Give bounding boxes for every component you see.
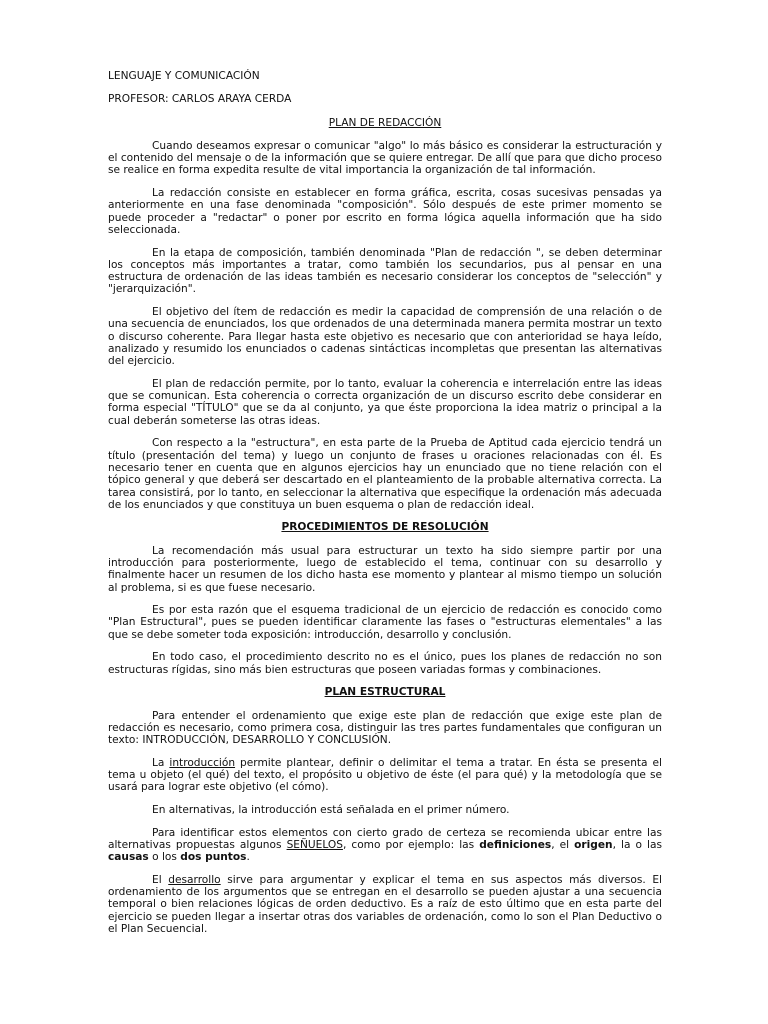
paragraph: Para entender el ordenamiento que exige este plan de redacción que exige este plan de redacción es necesario, como primera cosa, distinguir las tres partes fundamentales que configuran un texto: INTRODUCCIÓN, DESARROLLO Y CONCLUSIÓN.	[108, 709, 662, 747]
course-label: LENGUAJE Y COMUNICACIÓN	[108, 70, 260, 82]
section-heading-text: PROCEDIMIENTOS DE RESOLUCIÓN	[281, 521, 489, 534]
paragraph: La redacción consiste en establecer en forma gráfica, escrita, cosas sucesivas pensadas ya anteriormente en una fase denominada "composición". Sólo después de este primer momento se puede proceder a "redactar" o poner por escrito en forma lógica aquella información que ha sido seleccionada.	[108, 187, 662, 236]
section-heading-text: PLAN ESTRUCTURAL	[324, 686, 446, 699]
paragraph: En todo caso, el procedimiento descrito no es el único, pues los planes de redacción no son estructuras rígidas, sino más bien estructuras que poseen variadas formas y combinaciones.	[108, 651, 662, 676]
text-fragment: , como por ejemplo: las	[342, 838, 480, 851]
document-title	[108, 117, 662, 129]
text-fragment: El	[152, 873, 169, 886]
text-fragment: .	[246, 851, 250, 864]
text-fragment: o los	[148, 851, 181, 864]
text-fragment: sirve para argumentar y explicar el tema en sus aspectos más diversos. El ordenamiento de los argumentos que se entregan en el desarrollo se pueden ajustar a una secuencia temporal o bien relaciones lógicas de orden deductivo. Es a raíz de esto último que en esta parte del ejercicio se pueden llegar a insertar otras dos variables de ordenación, como lo son el Plan Deductivo o el Plan Secuencial.	[108, 873, 662, 935]
paragraph-senuelos	[108, 827, 662, 864]
document-title-text: PLAN DE REDACCIÓN	[328, 116, 442, 129]
term-senuelos: SEÑUELOS	[286, 838, 343, 851]
text-fragment: permite plantear, definir o delimitar el tema a tratar. En ésta se presenta el tema u objeto (el qué) del texto, el propósito u objetivo de éste (el para qué) y la metodología que se usará para lograr este objetivo (el cómo).	[108, 756, 663, 794]
section-heading-plan-estructural	[108, 686, 662, 698]
section-heading-procedimientos	[108, 521, 662, 533]
paragraph-desarrollo	[108, 874, 662, 935]
text-fragment: , el	[551, 838, 575, 851]
term-definiciones: definiciones	[479, 838, 552, 851]
paragraph: Cuando deseamos expresar o comunicar "algo" lo más básico es considerar la estructuración y el contenido del mensaje o de la información que se quiere entregar. De allí que para que dicho proceso se realice en forma expedita resulte de vital importancia la organización de tal información.	[108, 139, 662, 177]
paragraph: Con respecto a la "estructura", en esta parte de la Prueba de Aptitud cada ejercicio tendrá un título (presentación del tema) y luego un conjunto de frases u oraciones relacionadas con él. Es necesario tener en cuenta que en algunos ejercicios hay un enunciado que no tiene relación con el tópico general y que deberá ser descartado en el planteamiento de la probable alternativa correcta. La tarea consistirá, por lo tanto, en seleccionar la alternativa que especifique la ordenación más adecuada de los enunciados y que constituya un buen esquema o plan de redacción ideal.	[108, 437, 662, 511]
paragraph: Es por esta razón que el esquema tradicional de un ejercicio de redacción es conocido como "Plan Estructural", pues se pueden identificar claramente las fases o "estructuras elementales" a las que se debe someter toda exposición: introducción, desarrollo y conclusión.	[108, 604, 662, 641]
term-desarrollo: desarrollo	[168, 873, 221, 886]
text-fragment: La	[152, 756, 170, 769]
term-origen: origen	[574, 838, 613, 851]
paragraph: El plan de redacción permite, por lo tanto, evaluar la coherencia e interrelación entre las ideas que se comunican. Esta coherencia o correcta organización de un discurso escrito debe considerar en forma especial "TÍTULO" que se da al conjunto, ya que éste proporciona la idea matriz o principal a la cual deberán someterse las otras ideas.	[108, 377, 662, 427]
paragraph: En la etapa de composición, también denominada "Plan de redacción ", se deben determinar los conceptos más importantes a tratar, como también los secundarios, pus al pensar en una estructura de ordenación de las ideas también es necesario considerar los conceptos de "selección" y "jerarquización".	[108, 246, 662, 296]
term-dos-puntos: dos puntos	[180, 851, 247, 864]
term-causas: causas	[108, 851, 149, 864]
paragraph: En alternativas, la introducción está señalada en el primer número.	[152, 803, 510, 816]
professor-label: PROFESOR: CARLOS ARAYA CERDA	[108, 93, 292, 106]
term-introduccion: introducción	[169, 756, 236, 769]
paragraph: La recomendación más usual para estructurar un texto ha sido siempre partir por una introducción para posteriormente, luego de establecido el tema, continuar con su desarrollo y finalmente hacer un resumen de los dicho hasta ese momento y plantear al mismo tiempo un solución al problema, si es que fuese necesario.	[108, 544, 662, 594]
paragraph: El objetivo del ítem de redacción es medir la capacidad de comprensión de una relación o de una secuencia de enunciados, los que ordenados de una determinada manera permita mostrar un texto o discurso coherente. Para llegar hasta este objetivo es necesario que con anterioridad se haya leído, analizado y resumido los enunciados o cadenas sintácticas incompletas que presentan las alternativas del ejercicio.	[108, 306, 662, 368]
paragraph-introduccion	[108, 757, 662, 794]
text-fragment: Para identificar estos elementos con cierto grado de certeza se recomienda ubicar entre las alternativas propuestas algunos	[108, 826, 662, 851]
text-fragment: , la o las	[612, 838, 662, 851]
